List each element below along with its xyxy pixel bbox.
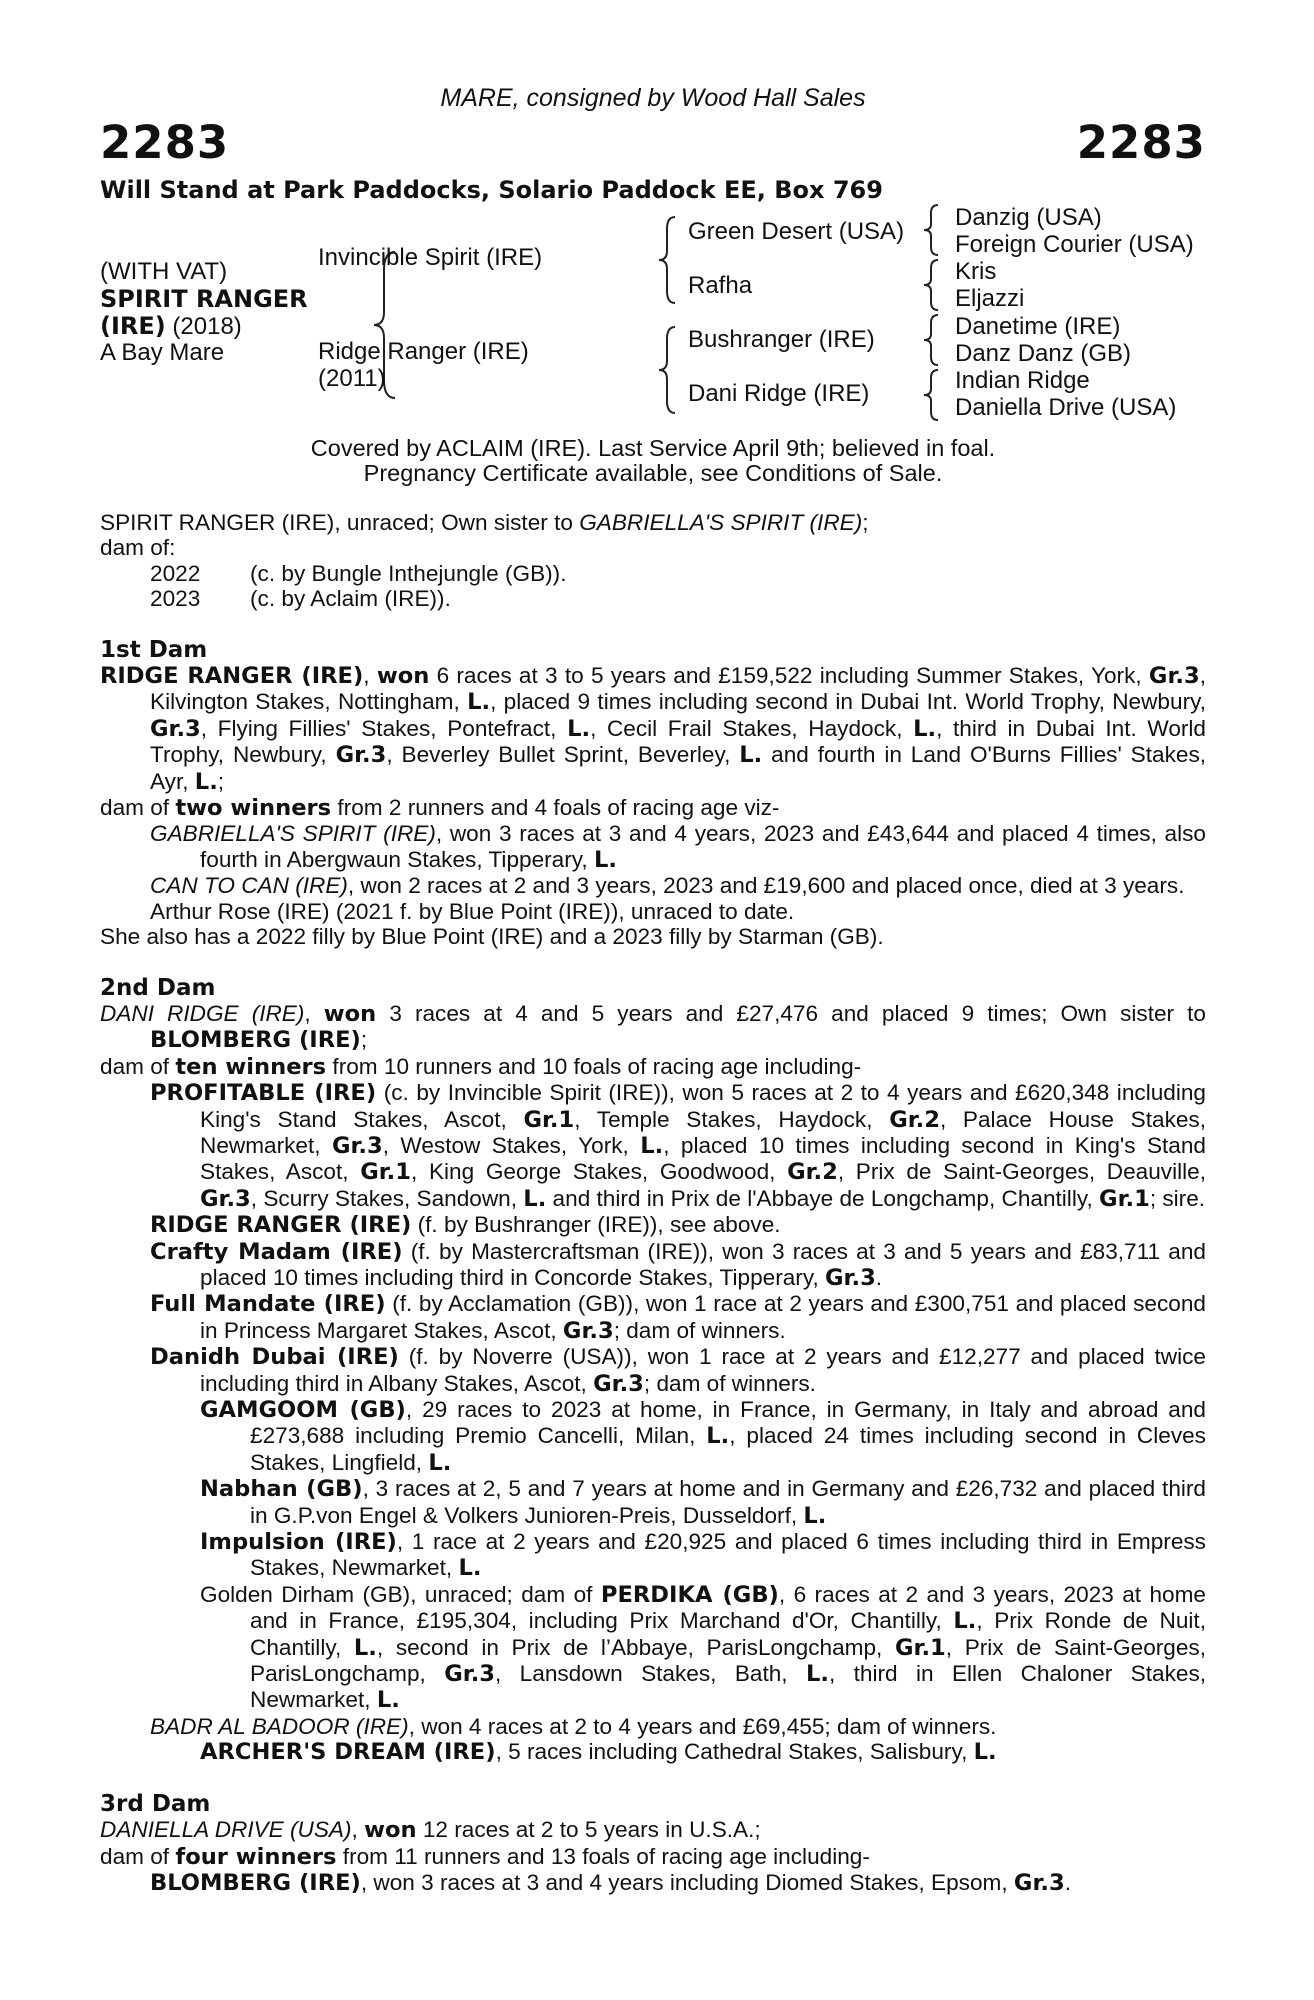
dam-year: (2011) <box>318 365 386 392</box>
produce-row: 2023 (c. by Aclaim (IRE)). <box>150 586 451 612</box>
lot-number-right: 2283 <box>1076 116 1206 169</box>
dam-dam: Dani Ridge (IRE) <box>688 380 870 407</box>
ped-dds: Indian Ridge <box>955 367 1090 394</box>
ped-sds: Kris <box>955 258 997 285</box>
produce-blomberg: BLOMBERG (IRE), won 3 races at 3 and 4 years including Diomed Stakes, Epsom, Gr.3. <box>150 1869 1071 1896</box>
brace-dd <box>920 368 942 422</box>
intro-dam-of: dam of: <box>100 535 176 561</box>
sire-dam: Rafha <box>688 272 753 299</box>
produce-danidh-dubai: Danidh Dubai (IRE) (f. by Noverre (USA)), won 1 race at 2 years and £12,277 and placed twice including third in Albany Stakes, Ascot, Gr.3; dam of winners. <box>150 1344 1206 1397</box>
third-dam-produce-summary: dam of four winners from 11 runners and 13 foals of racing age including- <box>100 1843 870 1870</box>
produce-crafty-madam: Crafty Madam (IRE) (f. by Mastercraftsman (IRE)), won 3 races at 3 and 5 years and £83,711 and placed 10 times including third in Concorde Stakes, Tipperary, Gr.3. <box>150 1238 1206 1291</box>
catalogue-body <box>100 510 1206 1896</box>
brace-ss <box>920 203 942 257</box>
produce-profitable: PROFITABLE (IRE) (c. by Invincible Spirit (IRE)), won 5 races at 2 to 4 years and £620,348 including King's Stand Stakes, Ascot, Gr.1, Temple Stakes, Haydock, Gr.2, Palace House Stakes, Newmarket, Gr.3, Westow Stakes, York, L., placed 10 times including second in King's Stand Stakes, Ascot, Gr.1, King George Stakes, Goodwood, Gr.2, Prix de Saint-Georges, Deauville, Gr.3, Scurry Stakes, Sandown, L. and third in Prix de l'Abbaye de Longchamp, Chantilly, Gr.1; sire. <box>150 1080 1207 1212</box>
covering-line1: Covered by ACLAIM (IRE). Last Service April 9th; believed in foal. <box>310 435 996 461</box>
consignor-subtitle: MARE, consigned by Wood Hall Sales <box>440 84 866 112</box>
brace-ds <box>920 313 942 367</box>
dam-sire: Bushranger (IRE) <box>688 326 875 353</box>
stand-location: Will Stand at Park Paddocks, Solario Paddock EE, Box 769 <box>100 176 883 204</box>
second-dam-record: DANI RIDGE (IRE), won 3 races at 4 and 5 years and £27,476 and placed 9 times; Own sister to BLOMBERG (IRE); <box>100 1000 1206 1054</box>
horse-name-line1: SPIRIT RANGER <box>100 285 308 313</box>
produce-nabhan: Nabhan (GB), 3 races at 2, 5 and 7 years at home and in Germany and £26,732 and placed third in G.P.von Engel & Volkers Junioren-Preis, Dusseldorf, L. <box>200 1476 1207 1529</box>
sire-name: Invincible Spirit (IRE) <box>318 244 543 271</box>
lot-number-left: 2283 <box>100 116 230 169</box>
first-dam-record: RIDGE RANGER (IRE), won 6 races at 3 to 5 years and £159,522 including Summer Stakes, York, Gr.3, Kilvington Stakes, Nottingham, L., placed 9 times including second in Dubai Int. World Trophy, Newbury, Gr.3, Flying Fillies' Stakes, Pontefract, L., Cecil Frail Stakes, Haydock, L., third in Dubai Int. World Trophy, Newbury, Gr.3, Beverley Bullet Sprint, Beverley, L. and fourth in Land O'Burns Fillies' Stakes, Ayr, L.; <box>100 663 1207 795</box>
ped-sss: Danzig (USA) <box>955 204 1102 231</box>
produce-archers-dream: ARCHER'S DREAM (IRE), 5 races including Cathedral Stakes, Salisbury, L. <box>200 1739 997 1766</box>
horse-description: A Bay Mare <box>100 339 225 366</box>
produce-full-mandate: Full Mandate (IRE) (f. by Acclamation (GB)), won 1 race at 2 years and £300,751 and placed second in Princess Margaret Stakes, Ascot, Gr.3; dam of winners. <box>150 1291 1206 1344</box>
vat-label: (WITH VAT) <box>100 258 228 285</box>
second-dam-produce-summary: dam of ten winners from 10 runners and 10 foals of racing age including- <box>100 1053 862 1080</box>
produce-arthur-rose: Arthur Rose (IRE) (2021 f. by Blue Point (IRE)), unraced to date. <box>150 898 795 924</box>
first-dam-also: She also has a 2022 filly by Blue Point (IRE) and a 2023 filly by Starman (GB). <box>100 924 884 950</box>
ped-dsd: Danz Danz (GB) <box>955 340 1132 367</box>
produce-badr-al-badoor: BADR AL BADOOR (IRE), won 4 races at 2 to 4 years and £69,455; dam of winners. <box>150 1713 997 1739</box>
covering-line2: Pregnancy Certificate available, see Conditions of Sale. <box>363 460 943 486</box>
brace-sd <box>920 258 942 312</box>
horse-name-line2: (IRE) (2018) <box>100 312 242 340</box>
produce-row: 2022 (c. by Bungle Inthejungle (GB)). <box>150 560 567 586</box>
covering-info <box>100 436 1206 486</box>
first-dam-produce-summary: dam of two winners from 2 runners and 4 foals of racing age viz- <box>100 795 780 822</box>
second-dam-heading: 2nd Dam <box>100 974 216 1001</box>
produce-gamgoom: GAMGOOM (GB), 29 races to 2023 at home, in France, in Germany, in Italy and abroad and £273,688 including Premio Cancelli, Milan, L., placed 24 times including second in Cleves Stakes, Lingfield, L. <box>200 1397 1206 1476</box>
ped-ddd: Daniella Drive (USA) <box>955 394 1177 421</box>
produce-can-to-can: CAN TO CAN (IRE), won 2 races at 2 and 3 years, 2023 and £19,600 and placed once, died at 3 years. <box>150 873 1185 899</box>
ped-dss: Danetime (IRE) <box>955 313 1121 340</box>
produce-ridge-ranger: RIDGE RANGER (IRE) (f. by Bushranger (IRE)), see above. <box>150 1212 781 1239</box>
produce-gabriellas-spirit: GABRIELLA'S SPIRIT (IRE), won 3 races at 3 and 4 years, 2023 and £43,644 and placed 4 times, also fourth in Abergwaun Stakes, Tipperary, L. <box>150 821 1206 873</box>
pedigree-brace-dam <box>655 325 679 415</box>
dam-name: Ridge Ranger (IRE) <box>318 338 529 365</box>
produce-golden-dirham: Golden Dirham (GB), unraced; dam of PERDIKA (GB), 6 races at 2 and 3 years, 2023 at home and in France, £195,304, including Prix Marchand d'Or, Chantilly, L., Prix Ronde de Nuit, Chantilly, L., second in Prix de l’Abbaye, ParisLongchamp, Gr.1, Prix de Saint-Georges, ParisLongchamp, Gr.3, Lansdown Stakes, Bath, L., third in Ellen Chaloner Stakes, Newmarket, L. <box>200 1581 1207 1714</box>
third-dam-record: DANIELLA DRIVE (USA), won 12 races at 2 to 5 years in U.S.A.; <box>100 1817 761 1844</box>
first-dam-heading: 1st Dam <box>100 636 208 663</box>
produce-impulsion: Impulsion (IRE), 1 race at 2 years and £20,925 and placed 6 times including third in Empress Stakes, Newmarket, L. <box>200 1529 1206 1582</box>
intro-line: SPIRIT RANGER (IRE), unraced; Own sister to GABRIELLA'S SPIRIT (IRE); <box>100 510 869 535</box>
sire-sire: Green Desert (USA) <box>688 218 905 245</box>
pedigree-brace-sire <box>655 215 679 305</box>
ped-ssd: Foreign Courier (USA) <box>955 231 1194 258</box>
third-dam-heading: 3rd Dam <box>100 1790 211 1817</box>
ped-sdd: Eljazzi <box>955 285 1025 312</box>
